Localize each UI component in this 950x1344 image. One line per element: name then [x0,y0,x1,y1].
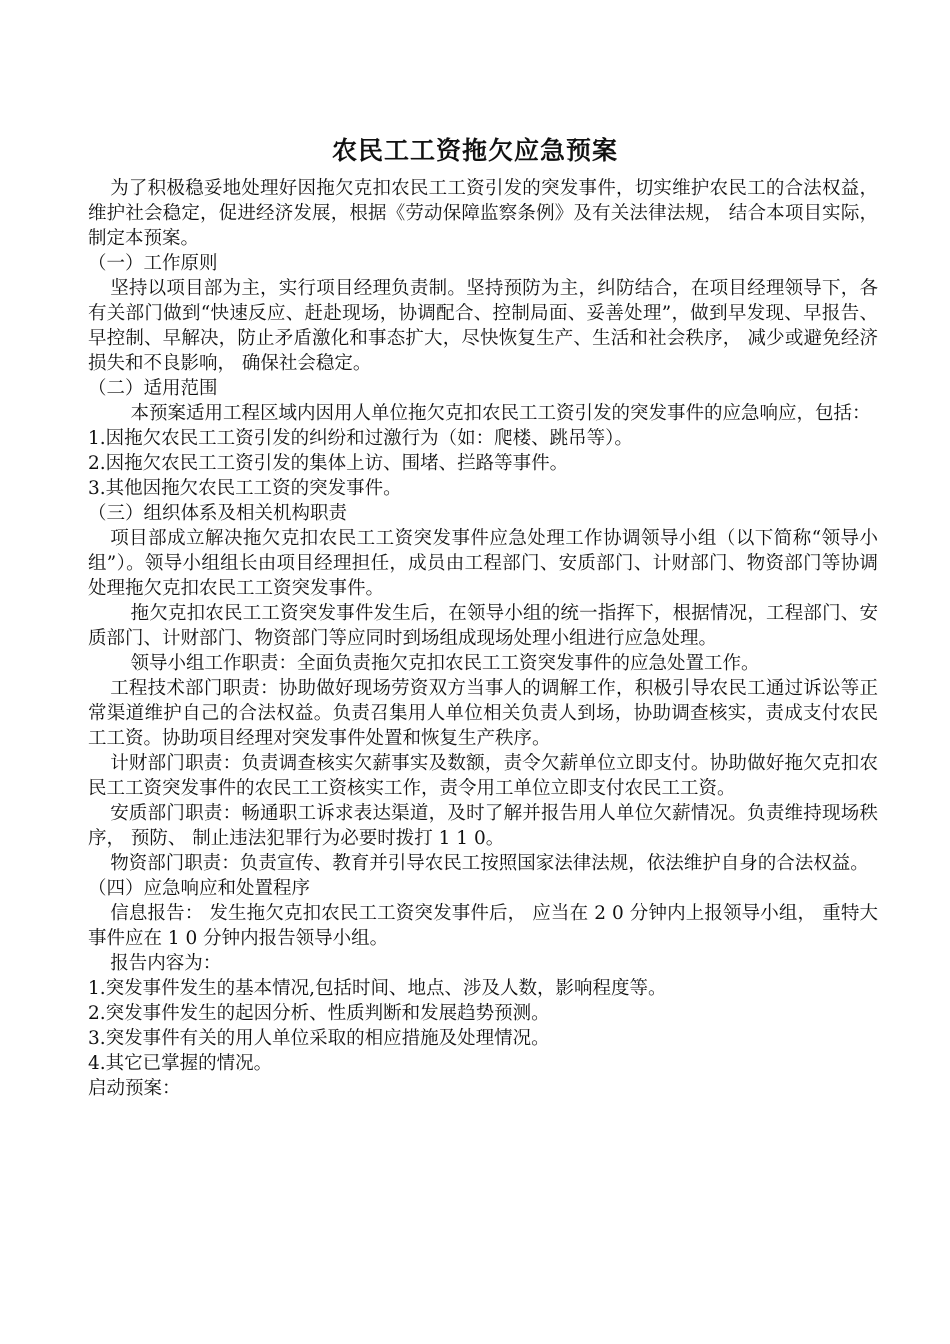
paragraph: 本预案适用工程区域内因用人单位拖欠克扣农民工工资引发的突发事件的应急响应，包括： [130,403,871,424]
paragraph: 拖欠克扣农民工工资突发事件发生后，在领导小组的统一指挥下，根据情况，工程部门、安质部门、计财部门、物资部门等应同时到场组成现场处理小组进行应急处理。 [88,603,878,649]
section-line: 1.因拖欠农民工工资引发的纠纷和过激行为（如：爬楼、跳吊等）。 [88,428,633,449]
section-line: 3.突发事件有关的用人单位采取的相应措施及处理情况。 [88,1028,550,1049]
section-line: 1.突发事件发生的基本情况,包括时间、地点、涉及人数，影响程度等。 [88,978,667,999]
paragraph: 项目部成立解决拖欠克扣农民工工资突发事件应急处理工作协调领导小组（以下简称“领导小组”）。领导小组组长由项目经理担任，成员由工程部门、安质部门、计财部门、物资部门等协调处理拖欠克扣农民工工资突发事件。 [88,528,878,599]
section-line: （三）组织体系及相关机构职责 [88,503,348,524]
section-line: 3.其他因拖欠农民工工资的突发事件。 [88,478,402,499]
paragraph: 安质部门职责：畅通职工诉求表达渠道，及时了解并报告用人单位欠薪情况。负责维持现场秩序， 预防、 制止违法犯罪行为必要时拨打 1 1 0。 [88,803,878,849]
document-title: 农民工工资拖欠应急预案 [331,136,618,165]
paragraph: 为了积极稳妥地处理好因拖欠克扣农民工工资引发的突发事件，切实维护农民工的合法权益，维护社会稳定，促进经济发展，根据《劳动保障监察条例》及有关法律法规， 结合本项目实际，制定本预案。 [88,178,878,249]
section-line: 2.突发事件发生的起因分析、性质判断和发展趋势预测。 [88,1003,550,1024]
section-line: 启动预案： [88,1078,181,1099]
document-body [88,176,878,1101]
section-line: （四）应急响应和处置程序 [88,878,311,899]
paragraph: 物资部门职责：负责宣传、教育并引导农民工按照国家法律法规，依法维护自身的合法权益。 [110,853,869,874]
paragraph: 坚持以项目部为主，实行项目经理负责制。坚持预防为主，纠防结合，在项目经理领导下，各有关部门做到“快速反应、赶赴现场，协调配合、控制局面、妥善处理”，做到早发现、早报告、早控制、早解决，防止矛盾激化和事态扩大，尽快恢复生产、生活和社会秩序， 减少或避免经济损失和不良影响， 确保社会稳定。 [88,278,878,374]
paragraph: 领导小组工作职责：全面负责拖欠克扣农民工工资突发事件的应急处置工作。 [130,653,760,674]
paragraph: 报告内容为： [110,953,222,974]
section-line: 4.其它已掌握的情况。 [88,1053,273,1074]
paragraph: 计财部门职责：负责调查核实欠薪事实及数额，责令欠薪单位立即支付。协助做好拖欠克扣农民工工资突发事件的农民工工资核实工作，责令用工单位立即支付农民工工资。 [88,753,878,799]
paragraph: 信息报告： 发生拖欠克扣农民工工资突发事件后， 应当在 2 0 分钟内上报领导小组， 重特大事件应在 1 0 分钟内报告领导小组。 [88,903,878,949]
section-line: 2.因拖欠农民工工资引发的集体上访、围堵、拦路等事件。 [88,453,569,474]
paragraph: 工程技术部门职责：协助做好现场劳资双方当事人的调解工作，积极引导农民工通过诉讼等正常渠道维护自己的合法权益。负责召集用人单位相关负责人到场，协助调查核实，责成支付农民工工资。协助项目经理对突发事件处置和恢复生产秩序。 [88,678,878,749]
section-line: （一）工作原则 [88,253,218,274]
section-line: （二）适用范围 [88,378,218,399]
